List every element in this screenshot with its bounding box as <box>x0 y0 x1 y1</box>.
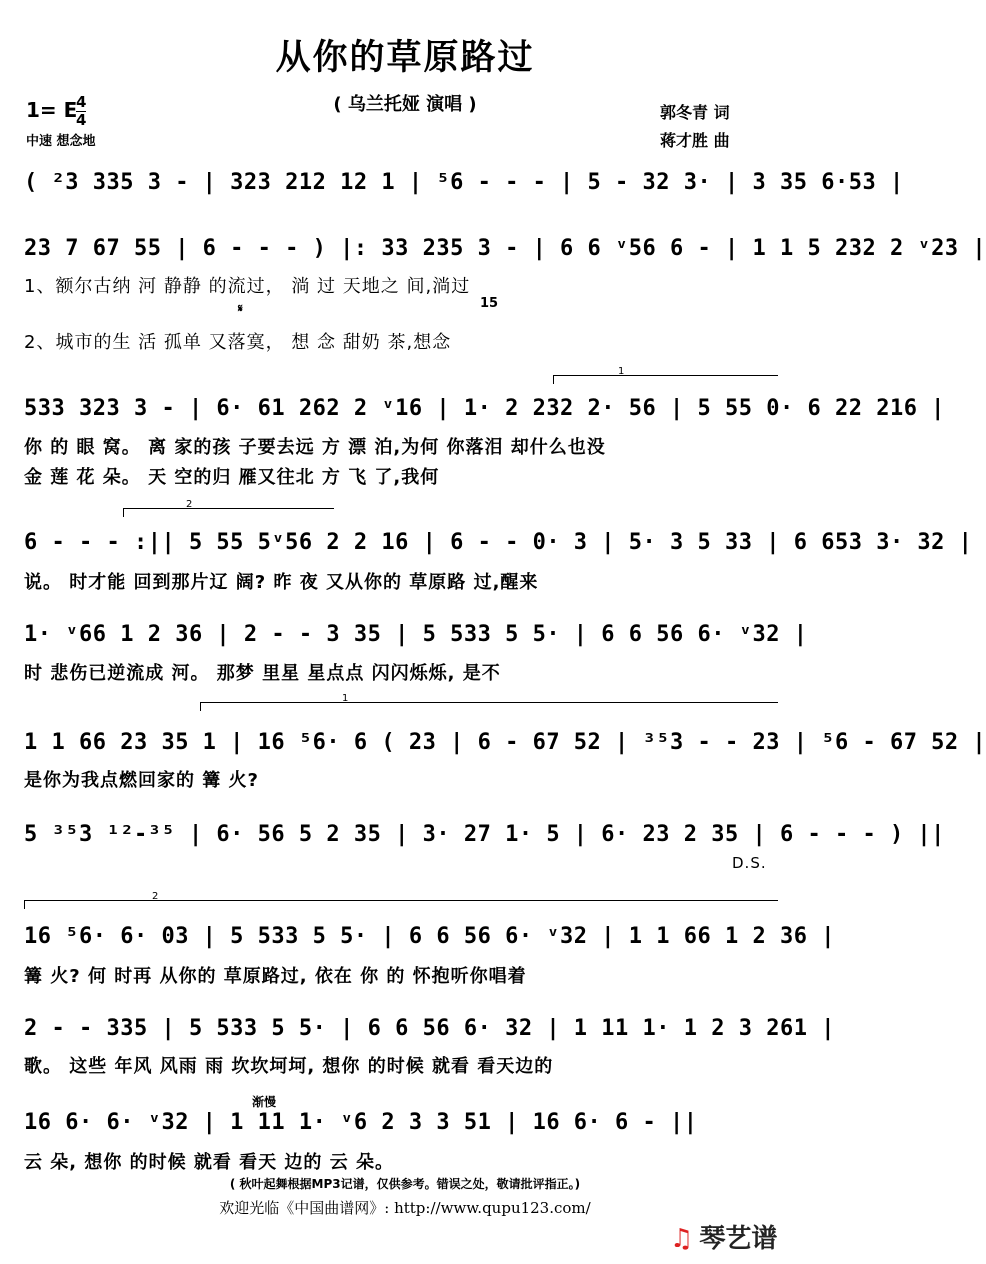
key-signature: 1= E <box>26 98 78 122</box>
score-row: 1· ᵛ66 1 2 36 | 2 - - 3 35 | 5 533 5 5· | 6 6 56 6· ᵛ32 | <box>24 622 808 647</box>
volta-bracket-2 <box>123 508 334 517</box>
welcome-link[interactable]: 欢迎光临《中国曲谱网》: http://www.qupu123.com/ <box>219 1199 591 1217</box>
lyric-line: 篝 火? 何 时再 从你的 草原路过, 依在 你 的 怀抱听你唱着 <box>24 966 527 987</box>
lyric-line: 你 的 眼 窝。 离 家的孩 子要去远 方 漂 泊,为何 你落泪 却什么也没 <box>24 437 606 458</box>
lyric-line: 歌。 这些 年风 风雨 雨 坎坎坷坷, 想你 的时候 就看 看天边的 <box>24 1056 554 1077</box>
composer-credit: 蒋才胜 曲 <box>660 131 730 150</box>
measure-number: 15 <box>480 296 499 311</box>
segno-mark: 𝄋 <box>238 302 243 315</box>
volta-bracket-1 <box>553 375 778 384</box>
page-title: 从你的草原路过 <box>275 37 535 78</box>
lyric-line: 是你为我点燃回家的 篝 火? <box>24 770 259 791</box>
lyric-line: 说。 时才能 回到那片辽 阔? 昨 夜 又从你的 草原路 过,醒来 <box>24 572 539 593</box>
volta-label: 1 <box>618 366 625 377</box>
site-logo <box>670 1218 777 1255</box>
score-row: 533 323 3 - | 6· 61 262 2 ᵛ16 | 1· 2 232 2· 56 | 5 55 0· 6 22 216 | <box>24 396 945 421</box>
score-row: 16 ⁵6· 6· 03 | 5 533 5 5· | 6 6 56 6· ᵛ32 | 1 1 66 1 2 36 | <box>24 924 835 949</box>
volta-label: 1 <box>342 693 349 704</box>
score-row: 5 ³⁵3 ¹²-³⁵ | 6· 56 5 2 35 | 3· 27 1· 5 | 6· 23 2 35 | 6 - - - ) || <box>24 822 945 847</box>
lyric-line: 金 莲 花 朵。 天 空的归 雁又往北 方 飞 了,我何 <box>24 467 440 488</box>
score-row: 16 6· 6· ᵛ32 | 1 11 1· ᵛ6 2 3 3 51 | 16 6· 6 - || <box>24 1110 698 1135</box>
time-signature-top: 4 <box>76 93 87 111</box>
volta-label: 2 <box>152 891 159 902</box>
lyric-line: 云 朵, 想你 的时候 就看 看天 边的 云 朵。 <box>24 1152 394 1173</box>
score-row: 6 - - - :|| 5 55 5ᵛ56 2 2 16 | 6 - - 0· 3 | 5· 3 5 33 | 6 653 3· 32 | <box>24 530 973 555</box>
music-note-icon: ♫ <box>670 1224 694 1254</box>
score-row: ( ²3 335 3 - | 323 212 12 1 | ⁵6 - - - | 5 - 32 3· | 3 35 6·53 | <box>24 170 904 195</box>
score-row: 2 - - 335 | 5 533 5 5· | 6 6 56 6· 32 | 1 11 1· 1 2 3 261 | <box>24 1016 835 1041</box>
score-row: 1 1 66 23 35 1 | 16 ⁵6· 6 ( 23 | 6 - 67 52 | ³⁵3 - - 23 | ⁵6 - 67 52 | <box>24 730 986 755</box>
time-signature-bottom: 4 <box>76 111 87 129</box>
score-row: 23 7 67 55 | 6 - - - ) |: 33 235 3 - | 6 6 ᵛ56 6 - | 1 1 5 232 2 ᵛ23 | <box>24 236 986 261</box>
transcription-note: ( 秋叶起舞根据MP3记谱，仅供参考。错误之处，敬请批评指正。) <box>229 1177 581 1191</box>
performer-subtitle: ( 乌兰托娅 演唱 ) <box>333 94 477 115</box>
lyric-line: 1、额尔古纳 河 静静 的流过， 淌 过 天地之 间,淌过 <box>24 276 471 297</box>
time-signature <box>76 94 86 129</box>
lyricist-credit: 郭冬青 词 <box>660 103 730 122</box>
lyric-line: 时 悲伤已逆流成 河。 那梦 里星 星点点 闪闪烁烁, 是不 <box>24 663 501 684</box>
volta-bracket-1 <box>200 702 778 711</box>
volta-bracket-2 <box>24 900 778 909</box>
lyric-line: 2、城市的生 活 孤单 又落寞， 想 念 甜奶 茶,想念 <box>24 332 452 353</box>
logo-text: 琴艺谱 <box>699 1224 778 1254</box>
ds-marking: D.S. <box>732 854 767 872</box>
tempo-marking: 中速 想念地 <box>26 134 96 149</box>
ritardando-mark: 渐慢 <box>252 1095 277 1109</box>
volta-label: 2 <box>186 499 193 510</box>
